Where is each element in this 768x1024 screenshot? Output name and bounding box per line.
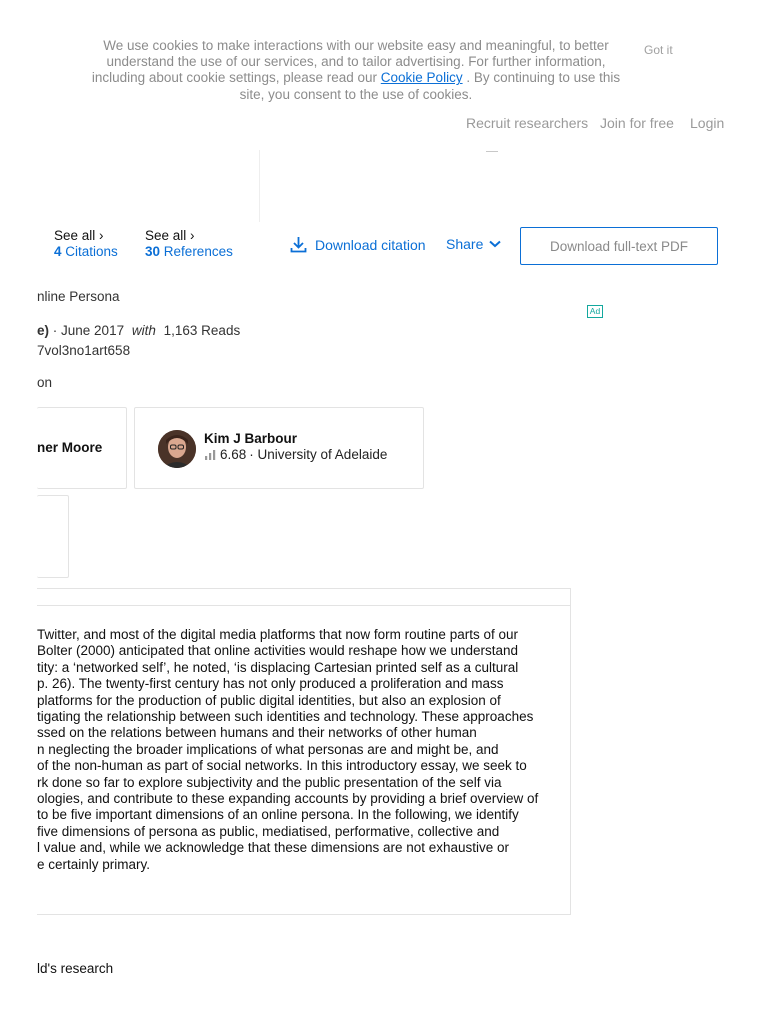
cookie-text-before: We use cookies to make interactions with our website easy and meaningful, to better understand the use of our services, and to tailor advertising. For further information, including about cookie settings, please read our (91, 38, 609, 86)
abstract-line: rk done so far to explore subjectivity and the public presentation of the self via (37, 774, 502, 790)
abstract-line: platforms for the production of public digital identities, but also an explosion of (37, 692, 501, 708)
abstract-line: of the non-human as part of social networks. In this introductory essay, we seek to (37, 758, 527, 774)
cookie-policy-link[interactable]: Cookie Policy (380, 70, 463, 86)
references-count: 30 (145, 244, 161, 259)
abstract-line: p. 26). The twenty-first century has not only produced a proliferation and mass (37, 676, 504, 692)
abstract-line: to be five important dimensions of an online persona. In the following, we identify (37, 807, 519, 823)
references-stat[interactable] (145, 228, 233, 260)
author-affiliation: · University of Adelaide (249, 447, 388, 462)
publication-link[interactable]: on (37, 375, 53, 390)
cookie-banner-text (90, 38, 622, 103)
publication-meta (37, 323, 240, 338)
author-name[interactable]: ner Moore (37, 440, 103, 455)
chevron-down-icon (489, 240, 501, 248)
ad-badge: Ad (587, 305, 603, 318)
avatar[interactable] (158, 430, 196, 468)
header-divider (259, 150, 260, 222)
publication-date: · June 2017 (52, 323, 125, 338)
share-label: Share (446, 236, 484, 252)
abstract-line: tigating the relationship between such identities and technology. These approaches (37, 709, 534, 725)
abstract-line: Twitter, and most of the digital media platforms that now form routine parts of our (37, 627, 518, 642)
publication-doi: 7vol3no1art658 (37, 343, 131, 358)
references-label: References (163, 244, 233, 259)
citations-stat[interactable] (54, 228, 118, 260)
abstract-line: ologies, and contribute to these expanding accounts by providing a brief overview of (37, 791, 539, 807)
download-citation-button[interactable] (290, 236, 426, 253)
cookie-text-after: . By continuing to use this site, you consent to the use of cookies. (239, 70, 621, 102)
citations-see-all[interactable]: See all › (54, 228, 104, 243)
citations-count: 4 (54, 244, 62, 259)
download-pdf-button[interactable]: Download full-text PDF (520, 227, 718, 265)
publication-with: with (131, 323, 156, 338)
author-card-moore[interactable] (37, 407, 127, 489)
abstract-line: ssed on the relations between humans and their networks of other human (37, 725, 477, 741)
publication-title: nline Persona (37, 289, 120, 304)
score-bars-icon (204, 449, 217, 460)
recruit-researchers-link[interactable]: Recruit researchers (466, 115, 589, 131)
download-icon (290, 236, 307, 253)
menu-divider (486, 151, 498, 152)
abstract-text (37, 627, 562, 873)
publication-reads: 1,163 Reads (163, 323, 241, 338)
abstract-line: tity: a ‘networked self’, he noted, ‘is displacing Cartesian printed self as a cultural (37, 659, 519, 675)
download-citation-label: Download citation (315, 236, 426, 253)
abstract-line: Bolter (2000) anticipated that online activities would reshape how we understand (37, 643, 519, 659)
avatar-image (158, 430, 196, 468)
author-name[interactable]: Kim J Barbour (204, 431, 298, 446)
join-for-free-link[interactable]: Join for free (600, 115, 674, 131)
author-details (204, 447, 387, 462)
author-score: 6.68 (220, 447, 247, 462)
publication-type: e) (37, 323, 50, 338)
got-it-button[interactable]: Got it (644, 43, 673, 57)
citations-label: Citations (65, 244, 118, 259)
share-button[interactable] (446, 236, 501, 252)
abstract-header (37, 588, 570, 606)
abstract-line: five dimensions of persona as public, mediatised, performative, collective and (37, 823, 500, 839)
abstract-line: n neglecting the broader implications of what personas are and might be, and (37, 741, 499, 757)
references-see-all[interactable]: See all › (145, 228, 195, 243)
abstract-line: l value and, while we acknowledge that these dimensions are not exhaustive or (37, 840, 510, 856)
login-link[interactable]: Login (690, 115, 725, 131)
empty-card (37, 495, 69, 578)
research-section-title: ld's research (37, 961, 114, 976)
abstract-line: e certainly primary. (37, 856, 151, 872)
